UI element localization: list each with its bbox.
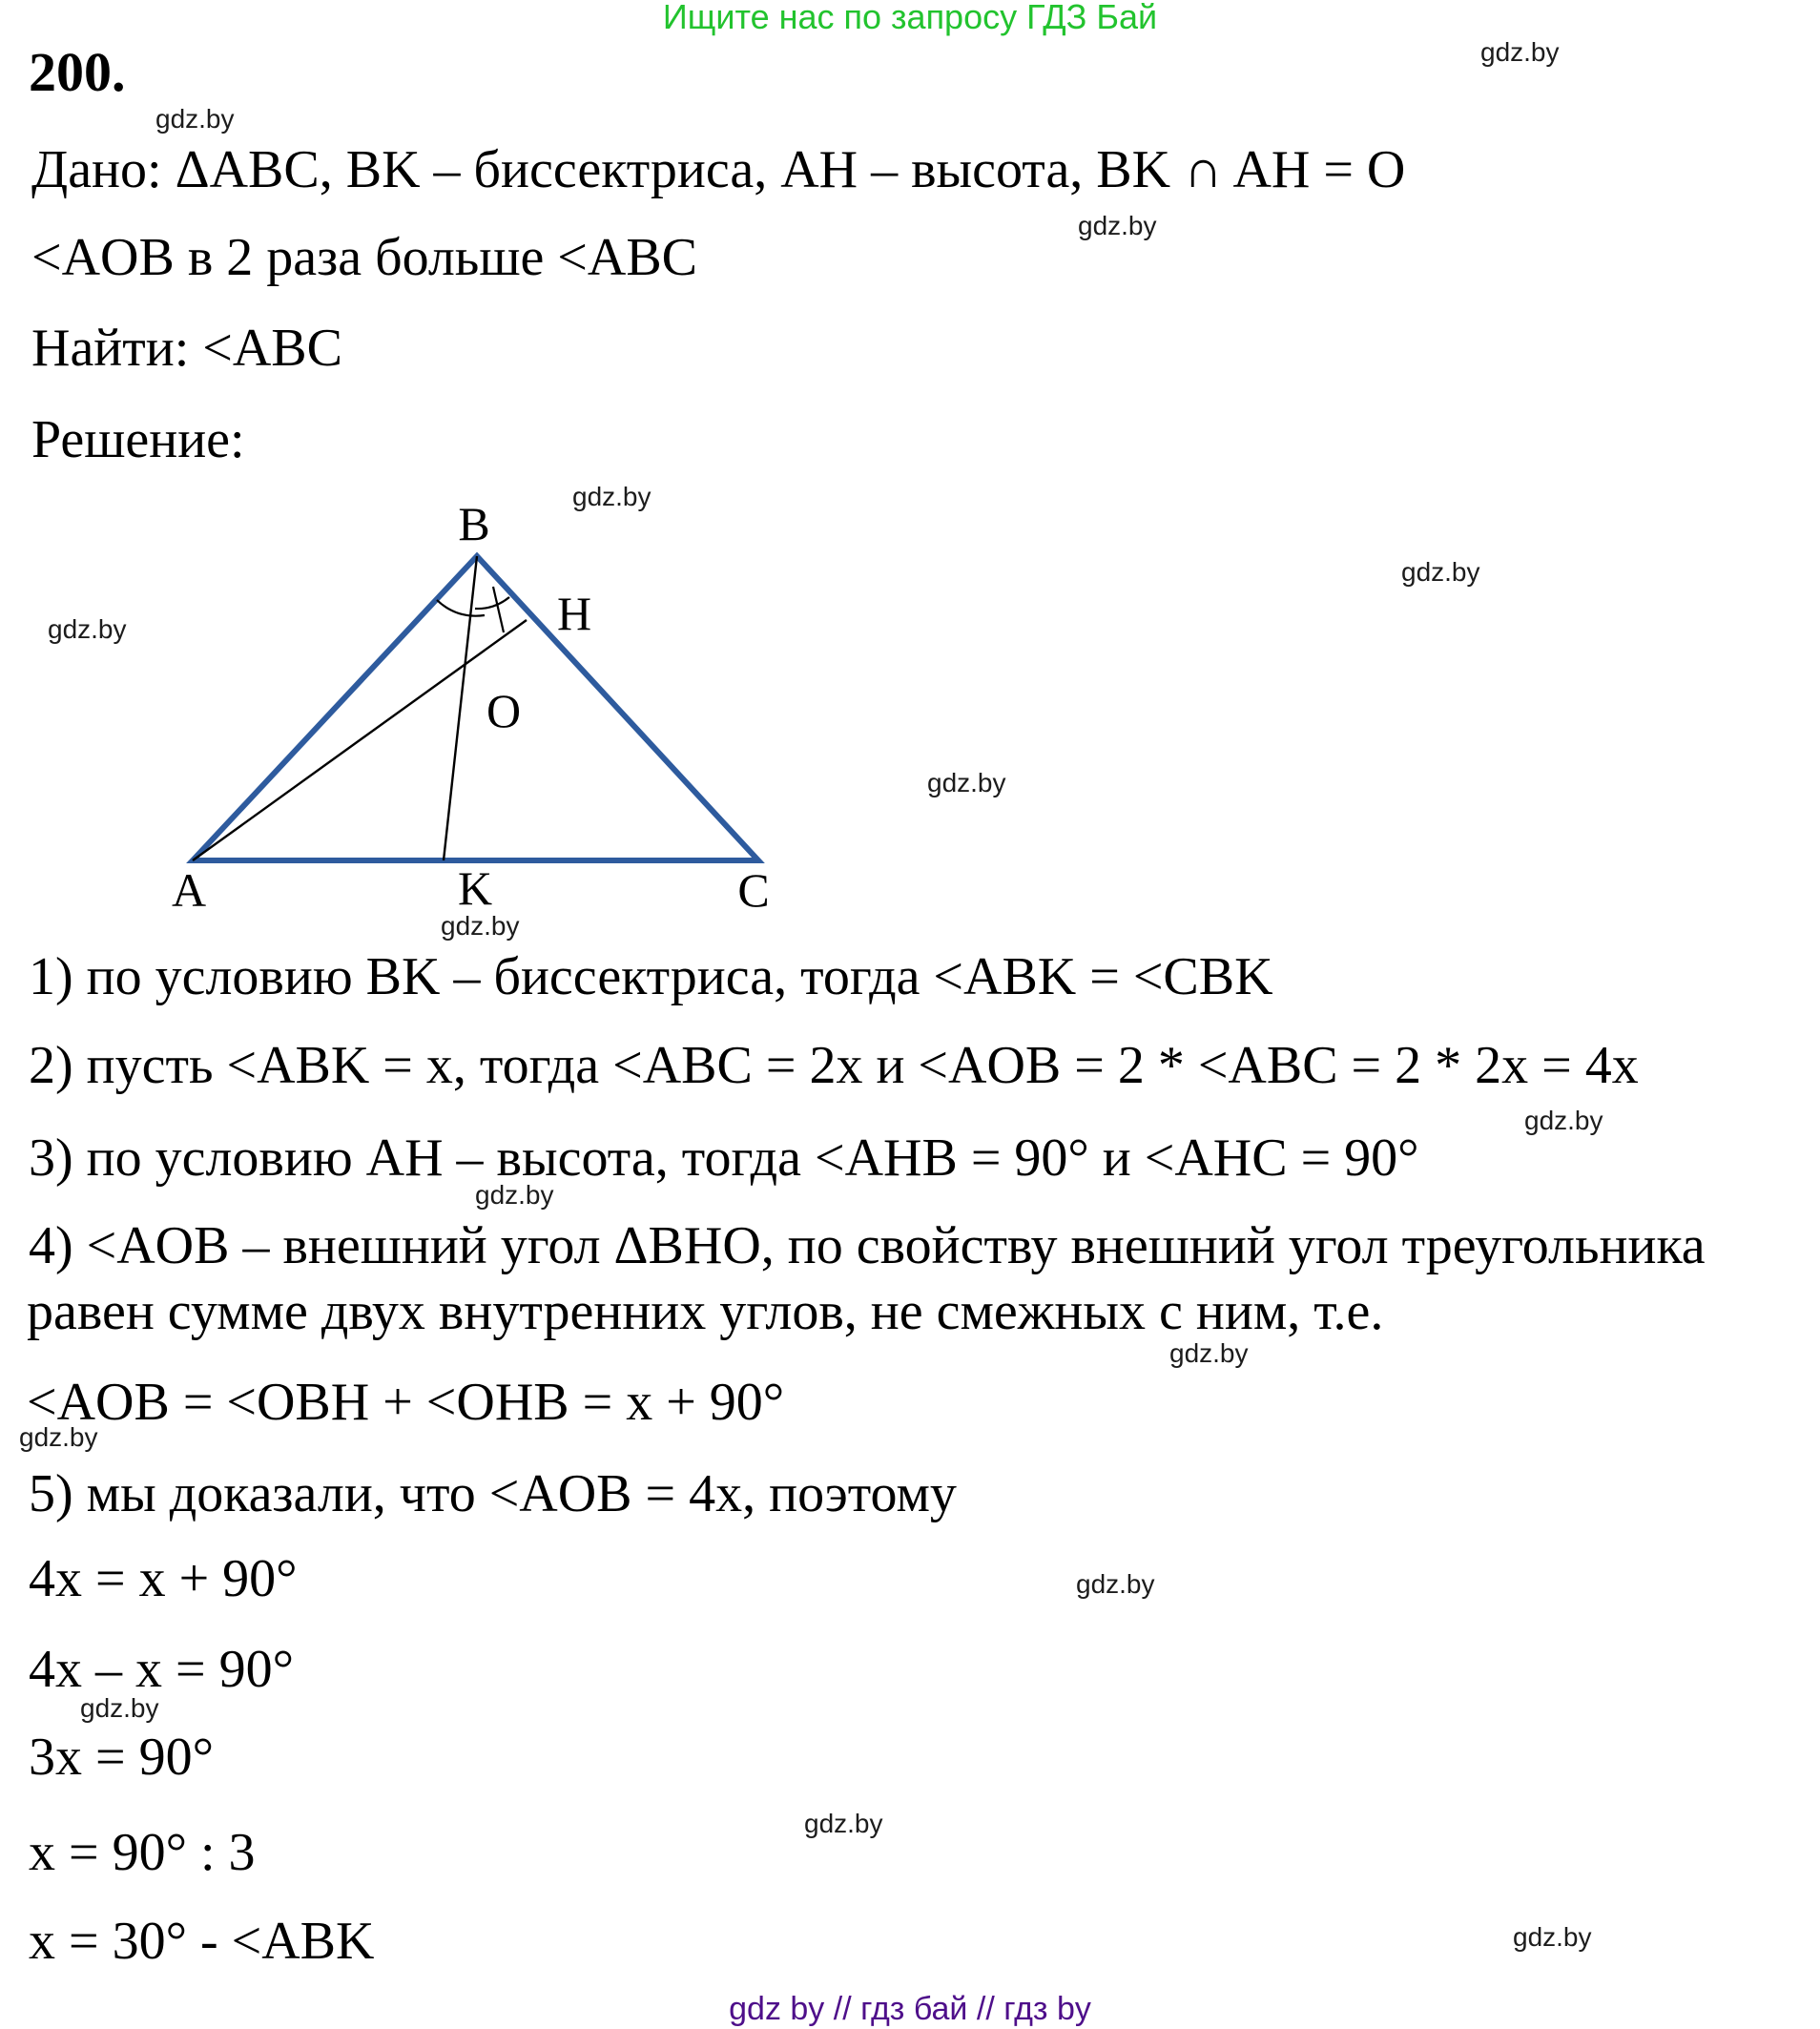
geometry-diagram (134, 491, 820, 940)
gdz-watermark: gdz.by (1524, 1106, 1603, 1135)
gdz-watermark: gdz.by (48, 614, 127, 644)
solution-step-4a: 4) <AOB – внешний угол ΔBHO, по свойству внешний угол треугольника (29, 1216, 1706, 1275)
gdz-watermark: gdz.by (80, 1693, 159, 1723)
gdz-watermark: gdz.by (475, 1180, 554, 1210)
find-line: Найти: <ABC (31, 319, 342, 378)
solution-step-3: 3) по условию AH – высота, тогда <AHB = 90° и <AHC = 90° (29, 1128, 1419, 1188)
gdz-watermark: gdz.by (1480, 37, 1560, 67)
equation-1: 4x = x + 90° (29, 1549, 298, 1608)
height-line-ah (193, 620, 527, 860)
solution-step-5: 5) мы доказали, что <AOB = 4x, поэтому (29, 1464, 957, 1523)
angle-arc-right (475, 597, 509, 609)
gdz-watermark: gdz.by (927, 768, 1006, 797)
solution-step-1: 1) по условию BK – биссектриса, тогда <ABK = <CBK (29, 947, 1273, 1006)
point-label-k: K (457, 861, 493, 915)
solution-step-4c: <AOB = <OBH + <OHB = x + 90° (27, 1373, 785, 1432)
triangle-abc (193, 556, 758, 860)
vertex-label-b: B (458, 497, 490, 550)
solution-label: Решение: (31, 410, 245, 469)
condition-line: <AOB в 2 раза больше <ABC (31, 228, 698, 287)
gdz-watermark: gdz.by (1513, 1922, 1592, 1952)
footer-credits: gdz by // гдз бай // гдз by (729, 1991, 1091, 2027)
vertex-label-c: C (737, 863, 770, 917)
gdz-watermark: gdz.by (1169, 1338, 1249, 1368)
angle-tick (493, 587, 504, 632)
vertex-label-a: A (171, 863, 207, 917)
point-label-h: H (557, 587, 592, 640)
equation-5: x = 30° - <ABK (29, 1912, 375, 1971)
point-label-o: O (486, 684, 522, 737)
bisector-line-bk (444, 556, 477, 860)
gdz-watermark: gdz.by (1078, 211, 1157, 240)
given-line: Дано: ΔABC, BK – биссектриса, AH – высота, BK ∩ AH = O (31, 140, 1406, 199)
gdz-watermark: gdz.by (1401, 557, 1480, 587)
problem-number: 200. (29, 41, 126, 103)
solution-step-4b: равен сумме двух внутренних углов, не смежных с ним, т.е. (27, 1282, 1384, 1341)
gdz-watermark: gdz.by (19, 1422, 98, 1452)
solution-step-2: 2) пусть <ABK = x, тогда <ABC = 2x и <AOB = 2 * <ABC = 2 * 2x = 4x (29, 1036, 1639, 1095)
gdz-watermark: gdz.by (1076, 1569, 1155, 1599)
gdz-watermark: gdz.by (804, 1809, 883, 1838)
equation-2: 4x – x = 90° (29, 1640, 294, 1699)
equation-4: x = 90° : 3 (29, 1823, 256, 1882)
gdz-watermark: gdz.by (572, 482, 651, 511)
gdz-watermark: gdz.by (155, 104, 235, 134)
equation-3: 3x = 90° (29, 1728, 214, 1787)
promo-header: Ищите нас по запросу ГДЗ Бай (662, 0, 1158, 36)
gdz-watermark: gdz.by (441, 911, 520, 941)
